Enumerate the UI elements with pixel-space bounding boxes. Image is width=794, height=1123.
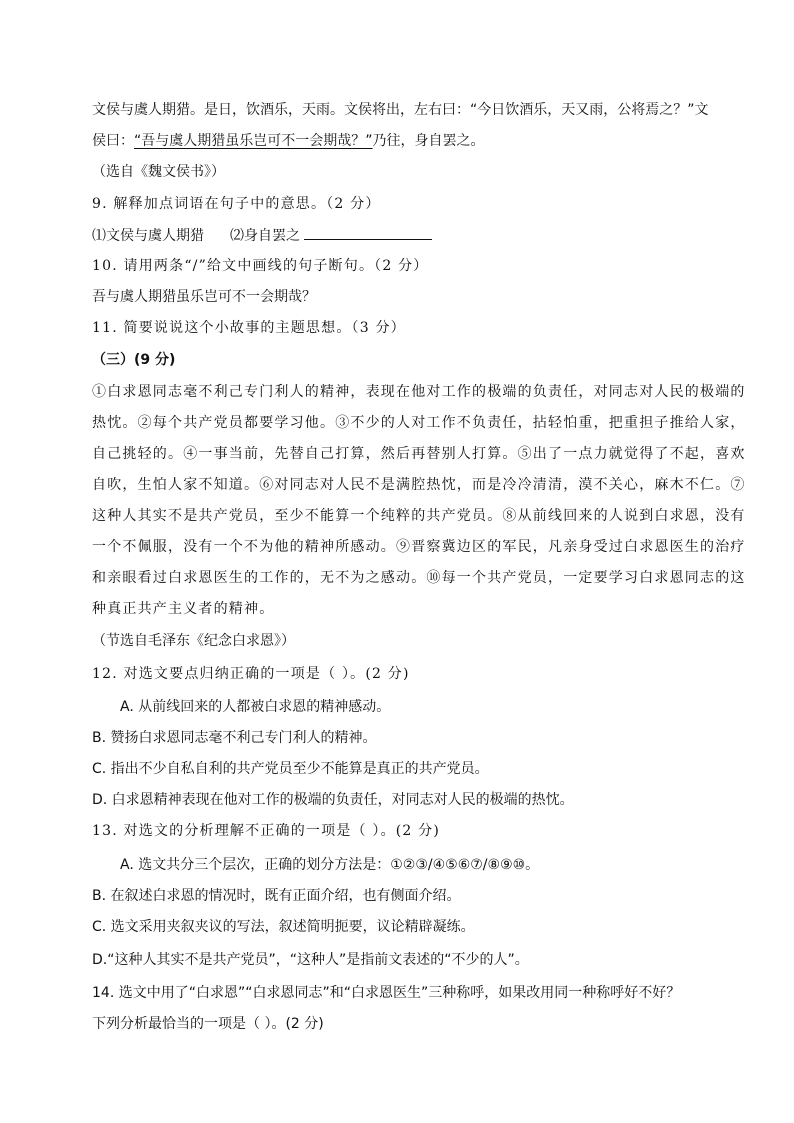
- section-3-line-7: 和亲眼看过白求恩医生的工作的，无不为之感动。⑩每一个共产党员，一定要学习白求恩同志的这: [92, 570, 746, 586]
- q9-answer-blank[interactable]: [304, 225, 432, 240]
- passage-line-1: 文侯与虞人期猎。是日，饮酒乐，天雨。文侯将出，左右曰：“今日饮酒乐，天又雨，公将焉之？”文: [92, 102, 709, 118]
- q9-items: [92, 225, 432, 246]
- q13-option-d[interactable]: D.“这种人其实不是共产党员”，“这种人”是指前文表述的“不少的人”。: [92, 952, 529, 968]
- section-3-line-3: 自己挑轻的。④一事当前，先替自己打算，然后再替别人打算。⑤出了一点力就觉得了不起，喜欢: [92, 446, 746, 462]
- q9-item-1: ⑴文侯与虞人期猎: [92, 228, 204, 244]
- section-3-line-1: ①白求恩同志毫不利己专门利人的精神，表现在他对工作的极端的负责任，对同志对人民的极端的: [92, 384, 746, 400]
- section-3-line-5: 这种人其实不是共产党员，至少不能算一个纯粹的共产党员。⑧从前线回来的人说到白求恩，没有: [92, 508, 746, 524]
- q10-sentence: 吾与虞人期猎虽乐岂可不一会期哉？: [92, 289, 316, 305]
- q14-stem-line-1: 14. 选文中用了“白求恩”“白求恩同志”和“白求恩医生”三种称呼，如果改用同一种称呼好不好？: [92, 985, 681, 1001]
- section-3-heading: （三）(9 分): [92, 352, 176, 368]
- q13-option-a[interactable]: A. 选文共分三个层次，正确的划分方法是：①②③/④⑤⑥⑦/⑧⑨⑩。: [120, 857, 540, 873]
- q9-item-2: ⑵身自罢之: [230, 228, 300, 244]
- q9-stem: 9. 解释加点词语在句子中的意思。（2 分）: [92, 196, 381, 212]
- section-3-line-6: 一个不佩服，没有一个不为他的精神所感动。⑨晋察冀边区的军民，凡亲身受过白求恩医生的治疗: [92, 539, 746, 555]
- q14-stem-line-2: 下列分析最恰当的一项是（ ）。(2 分): [92, 1016, 324, 1032]
- q13-stem: 13. 对选文的分析理解不正确的一项是（ ）。(2 分): [92, 823, 441, 839]
- q10-stem: 10. 请用两条“/”给文中画线的句子断句。（2 分）: [92, 258, 429, 274]
- underlined-sentence: “吾与虞人期猎虽乐岂可不一会期哉？”: [134, 133, 373, 149]
- passage-line-2-prefix: 侯曰：: [92, 133, 134, 149]
- q13-option-c[interactable]: C. 选文采用夹叙夹议的写法，叙述简明扼要，议论精辟凝练。: [92, 919, 475, 935]
- section-3-line-4: 自吹，生怕人家不知道。⑥对同志对人民不是满腔热忱，而是冷冷清清，漠不关心，麻木不仁。⑦: [92, 477, 746, 493]
- q12-option-d[interactable]: D. 白求恩精神表现在他对工作的极端的负责任，对同志对人民的极端的热忱。: [92, 792, 574, 808]
- q11-stem: 11. 简要说说这个小故事的主题思想。（3 分）: [92, 320, 406, 336]
- q13-option-b[interactable]: B. 在叙述白求恩的情况时，既有正面介绍，也有侧面介绍。: [92, 888, 461, 904]
- q12-stem: 12. 对选文要点归纳正确的一项是（ ）。(2 分): [92, 666, 410, 682]
- q12-option-b[interactable]: B. 赞扬白求恩同志毫不利己专门利人的精神。: [92, 730, 377, 746]
- passage-line-2-suffix: 乃往，身自罢之。: [372, 133, 485, 149]
- passage-line-2: [92, 131, 485, 151]
- q12-option-a[interactable]: A. 从前线回来的人都被白求恩的精神感动。: [120, 699, 391, 715]
- section-3-source: （节选自毛泽东《纪念白求恩》）: [92, 633, 295, 649]
- section-3-line-8: 种真正共产主义者的精神。: [92, 601, 275, 617]
- q12-option-c[interactable]: C. 指出不少自私自利的共产党员至少不能算是真正的共产党员。: [92, 761, 489, 777]
- section-3-line-2: 热忱。②每个共产党员都要学习他。③不少的人对工作不负责任，拈轻怕重，把重担子推给人家，: [92, 415, 746, 431]
- passage-source: （选自《魏文侯书》）: [92, 164, 225, 180]
